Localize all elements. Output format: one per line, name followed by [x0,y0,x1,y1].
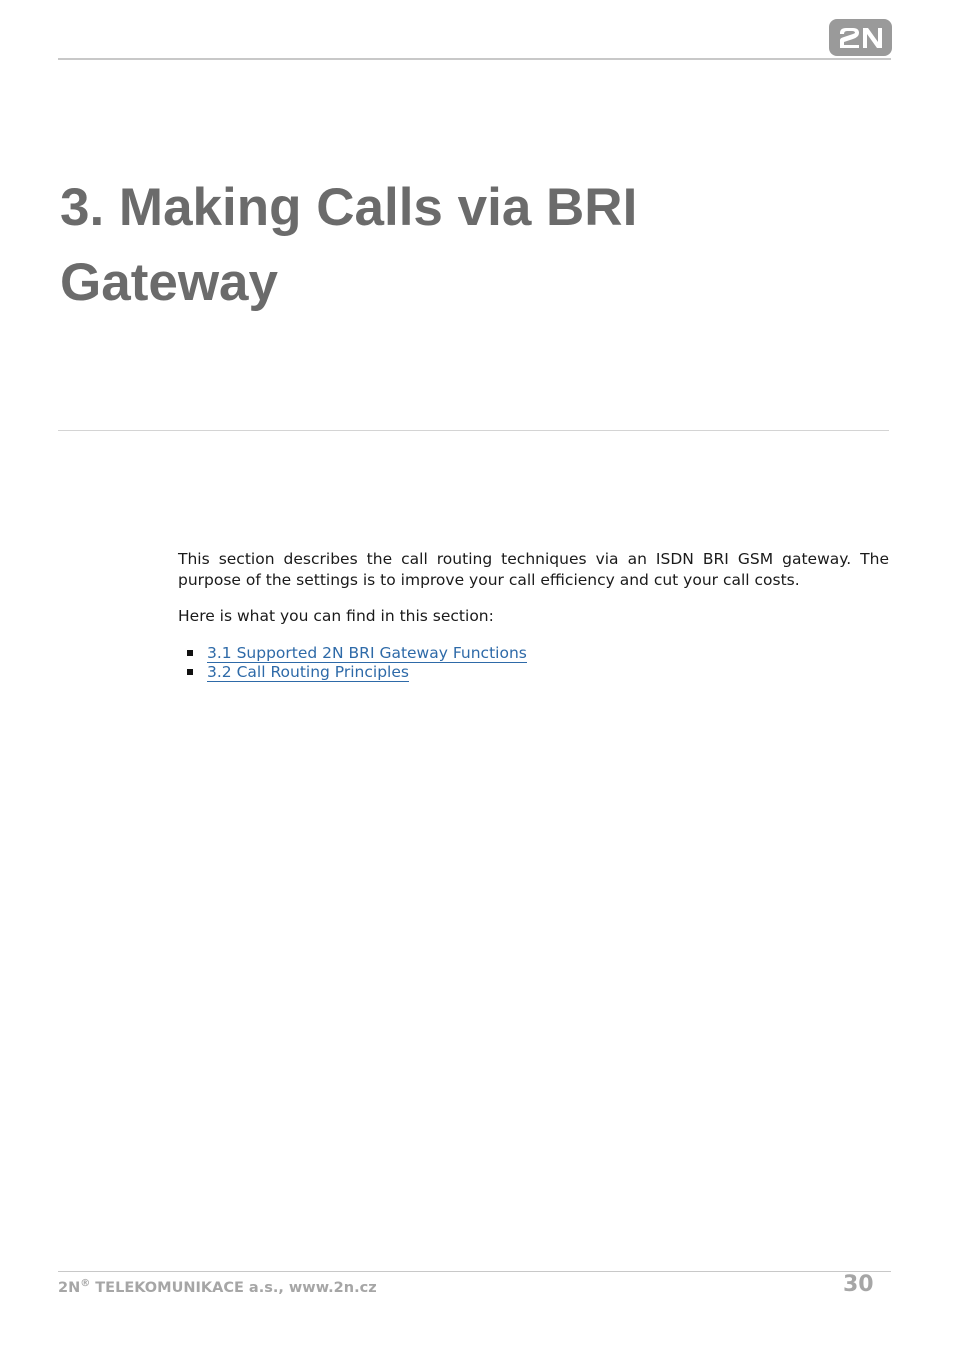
footer-divider [58,1271,891,1272]
footer-company [58,1278,377,1296]
section-divider [58,430,889,431]
intro-paragraph: This section describes the call routing techniques via an ISDN BRI GSM gateway. The purpose of the settings is to improve your call efficiency and cut your call costs. [178,550,889,589]
chapter-title-line1: 3. Making Calls via BRI [60,178,638,237]
chapter-title [60,170,860,320]
page-number: 30 [843,1272,874,1297]
header-divider [58,58,891,60]
list-intro: Here is what you can find in this section: [178,607,494,625]
footer-company-rest: TELEKOMUNIKACE a.s., www.2n.cz [90,1280,377,1296]
list-item [207,644,889,663]
2n-logo-icon [836,25,886,51]
chapter-title-line2: Gateway [60,253,279,312]
link-call-routing-principles[interactable]: 3.2 Call Routing Principles [207,662,409,681]
list-item [207,663,889,682]
link-supported-functions[interactable]: 3.1 Supported 2N BRI Gateway Functions [207,643,527,662]
brand-logo [829,19,892,56]
footer-company-prefix: 2N [58,1280,81,1296]
section-links-list [178,644,889,682]
section-content [178,549,889,682]
registered-mark: ® [80,1278,91,1289]
